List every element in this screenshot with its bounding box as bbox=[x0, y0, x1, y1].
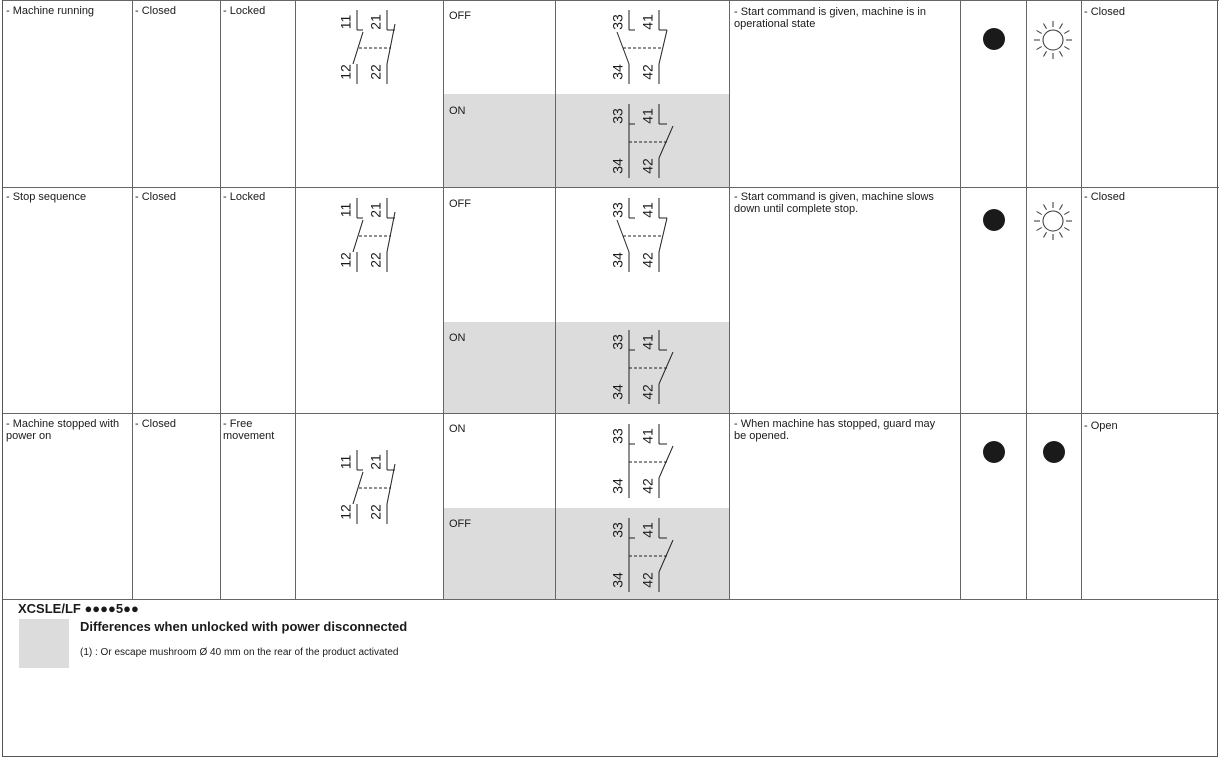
row1-lamp2-lit-icon bbox=[1031, 18, 1075, 62]
row3-lamp1-off-icon bbox=[983, 441, 1005, 463]
footer-heading: Differences when unlocked with power disconnected bbox=[80, 619, 408, 634]
grid-line bbox=[220, 0, 221, 600]
contact-diagram bbox=[611, 424, 701, 504]
grid-line bbox=[729, 0, 730, 600]
row2-lock: - Locked bbox=[223, 191, 266, 203]
contact-diagram bbox=[611, 330, 701, 410]
row2-lamp2-lit-icon bbox=[1031, 199, 1075, 243]
row1-pos2: ON bbox=[449, 105, 466, 117]
contact-label: 34 bbox=[609, 64, 626, 80]
contact-label: 11 bbox=[337, 202, 354, 218]
contact-label: 12 bbox=[337, 252, 354, 268]
contact-label: 33 bbox=[609, 108, 626, 124]
contact-label: 22 bbox=[367, 64, 384, 80]
contact-label: 42 bbox=[639, 384, 656, 400]
row1-lamp1-off-icon bbox=[983, 28, 1005, 50]
row3-state: - Machine stopped with power on bbox=[6, 418, 120, 442]
contact-label: 41 bbox=[639, 428, 656, 444]
contact-label: 11 bbox=[337, 14, 354, 30]
contact-label: 41 bbox=[639, 522, 656, 538]
grid-line bbox=[3, 187, 1219, 188]
contact-label: 42 bbox=[639, 478, 656, 494]
contact-label: 41 bbox=[639, 108, 656, 124]
contact-diagram bbox=[611, 104, 701, 184]
grid-line bbox=[1026, 0, 1027, 600]
contact-label: 33 bbox=[609, 428, 626, 444]
contact-label: 41 bbox=[639, 202, 656, 218]
contact-diagram bbox=[611, 10, 701, 90]
contact-label: 34 bbox=[609, 572, 626, 588]
row2-pos1: OFF bbox=[449, 198, 471, 210]
contact-label: 42 bbox=[639, 252, 656, 268]
row2-description: - Start command is given, machine slows down until complete stop. bbox=[734, 191, 934, 215]
row1-result: - Closed bbox=[1084, 6, 1125, 18]
contact-diagram bbox=[339, 198, 429, 278]
contact-line bbox=[659, 30, 667, 64]
row3-description: - When machine has stopped, guard may be opened. bbox=[734, 418, 936, 442]
row3-pos1: ON bbox=[449, 423, 466, 435]
footer-note: (1) : Or escape mushroom Ø 40 mm on the rear of the product activated bbox=[80, 647, 399, 658]
shade-legend-swatch bbox=[19, 619, 69, 668]
contact-label: 34 bbox=[609, 252, 626, 268]
row1-lock: - Locked bbox=[223, 5, 266, 17]
row1-description: - Start command is given, machine is in operational state bbox=[734, 6, 926, 30]
row3-lock: - Free movement bbox=[223, 418, 275, 442]
contact-diagram bbox=[611, 198, 701, 278]
row1-pos1: OFF bbox=[449, 10, 471, 22]
contact-label: 12 bbox=[337, 64, 354, 80]
row3-guard: - Closed bbox=[135, 418, 176, 430]
contact-label: 33 bbox=[609, 14, 626, 30]
contact-label: 41 bbox=[639, 14, 656, 30]
states-table bbox=[2, 0, 1218, 757]
row2-guard: - Closed bbox=[135, 191, 176, 203]
contact-label: 21 bbox=[367, 454, 384, 470]
contact-label: 21 bbox=[367, 202, 384, 218]
contact-label: 33 bbox=[609, 202, 626, 218]
contact-label: 41 bbox=[639, 334, 656, 350]
contact-label: 42 bbox=[639, 158, 656, 174]
grid-line bbox=[555, 0, 556, 600]
contact-label: 34 bbox=[609, 384, 626, 400]
contact-label: 11 bbox=[337, 454, 354, 470]
contact-diagram bbox=[339, 450, 429, 530]
grid-line bbox=[132, 0, 133, 600]
contact-label: 42 bbox=[639, 572, 656, 588]
row2-state: - Stop sequence bbox=[6, 191, 87, 203]
contact-label: 12 bbox=[337, 504, 354, 520]
row2-lamp1-off-icon bbox=[983, 209, 1005, 231]
row1-guard: - Closed bbox=[135, 5, 176, 17]
contact-label: 21 bbox=[367, 14, 384, 30]
row1-state: - Machine running bbox=[6, 5, 95, 17]
grid-line bbox=[295, 0, 296, 600]
grid-line bbox=[443, 0, 444, 600]
footer-title: XCSLE/LF ●●●●5●● bbox=[18, 601, 139, 616]
contact-line bbox=[659, 218, 667, 252]
contact-label: 42 bbox=[639, 64, 656, 80]
grid-line bbox=[3, 413, 1219, 414]
contact-label: 22 bbox=[367, 504, 384, 520]
contact-label: 34 bbox=[609, 478, 626, 494]
contact-diagram bbox=[611, 518, 701, 598]
grid-line bbox=[3, 0, 1219, 1]
grid-line bbox=[1081, 0, 1082, 600]
grid-line bbox=[3, 599, 1219, 600]
contact-label: 34 bbox=[609, 158, 626, 174]
contact-label: 33 bbox=[609, 334, 626, 350]
row3-pos2: OFF bbox=[449, 518, 471, 530]
grid-line bbox=[960, 0, 961, 600]
contact-label: 33 bbox=[609, 522, 626, 538]
row2-result: - Closed bbox=[1084, 191, 1125, 203]
row3-lamp2-off-icon bbox=[1043, 441, 1065, 463]
row3-result: - Open bbox=[1084, 420, 1118, 432]
contact-diagram bbox=[339, 10, 429, 90]
row2-pos2: ON bbox=[449, 332, 466, 344]
contact-label: 22 bbox=[367, 252, 384, 268]
